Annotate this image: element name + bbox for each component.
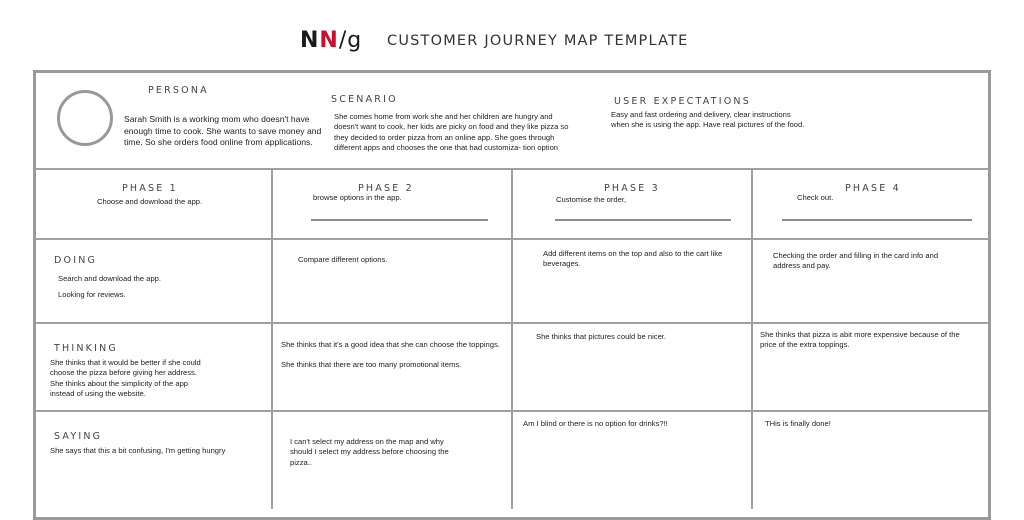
thinking-cell-2-part-1: She thinks that it's a good idea that she can choose the toppings. [281,340,500,349]
doing-cell-4: Checking the order and filling in the card info and address and pay. [773,251,939,271]
grid-line-v3 [751,169,753,509]
logo-letter-2: N [319,28,339,53]
page-title: CUSTOMER JOURNEY MAP TEMPLATE [387,33,689,49]
phase-3-heading: PHASE 3 [604,183,660,194]
phase-1-desc: Choose and download the app. [97,197,203,206]
nng-logo [300,28,362,53]
saying-cell-4: THis is finally done! [765,419,831,428]
phase-2-underline [311,219,488,221]
doing-cell-1-line-1: Search and download the app. [58,274,162,283]
thinking-cell-3: She thinks that pictures could be nicer. [536,332,667,341]
saying-cell-3: Am I blind or there is no option for drinks?!! [523,419,668,428]
scenario-text: She comes home from work she and her children are hungry and doesn't want to cook, her kids are picky on food and they like pizza so they decided to order pizza from an online app. She goes through different apps and chooses the one that had customiza- tion option [334,112,569,153]
grid-line-v2 [511,169,513,509]
phase-3-desc: Customise the order, [556,195,627,204]
phase-1-heading: PHASE 1 [122,183,178,194]
doing-heading: DOING [54,255,98,266]
persona-heading: PERSONA [148,85,209,96]
saying-cell-2: I can't select my address on the map and why should I select my address before choosing the pizza.. [290,437,449,467]
expectations-heading: USER EXPECTATIONS [614,96,751,107]
logo-letter-1: N [300,28,320,53]
phase-2-heading: PHASE 2 [358,183,414,194]
phase-4-underline [782,219,972,221]
expectations-text: Easy and fast ordering and delivery, clear instructions when she is using the app. Have real pictures of the food. [611,110,805,130]
persona-avatar [57,90,113,146]
thinking-cell-2-part-2: She thinks that there are too many promotional items. [281,360,462,369]
doing-cell-3: Add different items on the top and also to the cart like beverages. [543,249,723,269]
phase-2-desc: browse options in the app. [313,193,402,202]
thinking-cell-1-part-2: She thinks about the simplicity of the app instead of using the website. [50,379,189,399]
thinking-cell-4: She thinks that pizza is abit more expensive because of the price of the extra toppings. [760,330,960,350]
thinking-cell-1-part-1: She thinks that it would be better if she could choose the pizza before giving her address. [50,358,201,378]
phase-3-underline [555,219,731,221]
phase-4-heading: PHASE 4 [845,183,901,194]
doing-cell-1-line-2: Looking for reviews. [58,290,126,299]
scenario-heading: SCENARIO [331,94,398,105]
logo-suffix: /g [338,28,363,53]
saying-heading: SAYING [54,431,103,442]
saying-cell-1: She says that this a bit confusing, I'm getting hungry [50,446,226,455]
phase-4-desc: Check out. [797,193,834,202]
thinking-heading: THINKING [54,343,118,354]
doing-cell-2: Compare different options. [298,255,388,264]
grid-line-v1 [271,169,273,509]
persona-text: Sarah Smith is a working mom who doesn't have enough time to cook. She wants to save money and time. So she orders food online from applications. [124,114,322,147]
